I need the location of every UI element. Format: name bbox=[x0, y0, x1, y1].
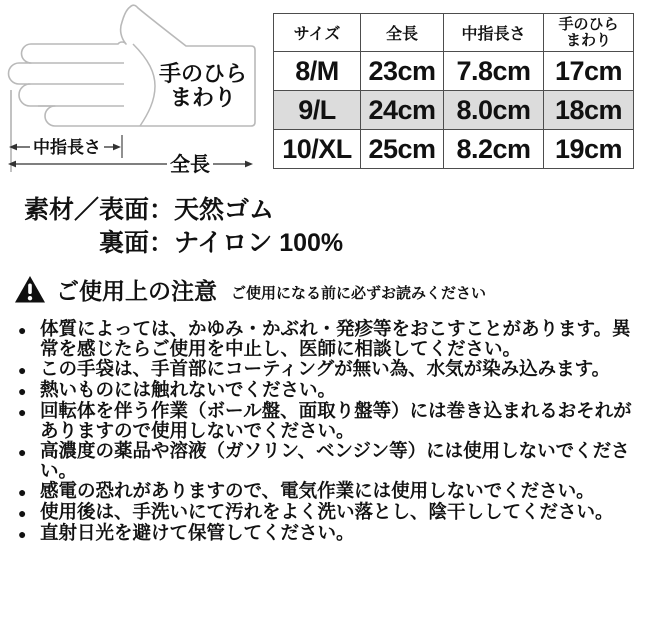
bullet-icon: ● bbox=[18, 505, 27, 521]
cell-size: 10/XL bbox=[274, 130, 361, 169]
bullet-icon: ● bbox=[18, 362, 27, 378]
warning-subtitle: ご使用になる前に必ずお読みください bbox=[231, 285, 487, 302]
warning-text: 熱いものには触れないでください。 bbox=[40, 379, 337, 400]
bullet-icon: ● bbox=[18, 484, 27, 500]
bullet-icon: ● bbox=[18, 444, 27, 460]
material-surface-line bbox=[24, 194, 343, 227]
warning-title: ご使用上の注意 bbox=[56, 277, 217, 304]
warning-text: 高濃度の薬品や溶液（ガソリン、ベンジン等）には使用しないでください。 bbox=[40, 440, 630, 481]
arrowhead-left-middle-finger bbox=[9, 144, 17, 151]
palm-around-label-line2: まわり bbox=[169, 85, 237, 110]
materials-section bbox=[24, 194, 343, 260]
warning-text: 直射日光を避けて保管してください。 bbox=[40, 522, 355, 543]
col-header-size: サイズ bbox=[274, 14, 361, 52]
palm-curve bbox=[133, 44, 155, 126]
warning-header bbox=[14, 273, 486, 305]
warning-text: 回転体を伴う作業（ボール盤、面取り盤等）には巻き込まれるおそれがありますので使用しないでください。 bbox=[40, 400, 632, 441]
warning-item bbox=[18, 481, 636, 502]
arrowhead-right-total-length bbox=[245, 161, 253, 168]
table-row-9l-highlighted bbox=[274, 91, 634, 130]
cell-size: 8/M bbox=[274, 52, 361, 91]
bullet-icon: ● bbox=[18, 383, 27, 399]
total-length-label: 全長 bbox=[170, 154, 210, 176]
col-header-total-length: 全長 bbox=[361, 14, 444, 52]
warning-item bbox=[18, 359, 636, 380]
palm-around-label: 手のひら bbox=[158, 61, 248, 86]
warning-text: 体質によっては、かゆみ・かぶれ・発疹等をおこすことがあります。異常を感じたらご使用を中止し、医師に相談してください。 bbox=[40, 318, 631, 359]
size-table bbox=[273, 13, 634, 169]
cell-middle-finger: 8.2cm bbox=[444, 130, 544, 169]
cell-total-length: 23cm bbox=[361, 52, 444, 91]
cell-palm-around: 17cm bbox=[544, 52, 634, 91]
finger-separator-lines bbox=[28, 63, 124, 106]
material-prefix: 素材／ bbox=[24, 196, 100, 224]
warning-item bbox=[18, 441, 636, 481]
warning-item bbox=[18, 502, 636, 523]
cell-middle-finger: 8.0cm bbox=[444, 91, 544, 130]
material-back: 裏面：ナイロン 100% bbox=[99, 229, 344, 257]
cell-size: 9/L bbox=[274, 91, 361, 130]
table-row-10xl bbox=[274, 130, 634, 169]
cell-palm-around: 19cm bbox=[544, 130, 634, 169]
col-header-palm-around: 手のひら まわり bbox=[544, 14, 634, 52]
col-header-middle-finger: 中指長さ bbox=[444, 14, 544, 52]
bullet-icon: ● bbox=[18, 404, 27, 420]
warning-text: この手袋は、手首部にコーティングが無い為、水気が染み込みます。 bbox=[40, 358, 611, 379]
cell-middle-finger: 7.8cm bbox=[444, 52, 544, 91]
material-back-line bbox=[24, 227, 343, 260]
material-surface: 表面：天然ゴム bbox=[99, 196, 275, 224]
arrowhead-right-middle-finger bbox=[113, 144, 121, 151]
warning-item bbox=[18, 401, 636, 441]
arrowhead-left-total-length bbox=[8, 161, 16, 168]
size-table-header-row bbox=[274, 14, 634, 52]
bullet-icon: ● bbox=[18, 322, 27, 338]
warning-text: 感電の恐れがありますので、電気作業には使用しないでください。 bbox=[40, 480, 595, 501]
warning-triangle-icon bbox=[14, 275, 46, 304]
middle-finger-length-label: 中指長さ bbox=[33, 138, 101, 157]
table-row-8m bbox=[274, 52, 634, 91]
glove-illustration bbox=[0, 0, 270, 185]
cell-total-length: 25cm bbox=[361, 130, 444, 169]
warning-item bbox=[18, 380, 636, 401]
warning-item bbox=[18, 523, 636, 544]
warning-text: 使用後は、手洗いにて汚れをよく洗い落とし、陰干ししてください。 bbox=[40, 501, 614, 522]
glove-measurement-diagram bbox=[0, 0, 270, 185]
cell-total-length: 24cm bbox=[361, 91, 444, 130]
cell-palm-around: 18cm bbox=[544, 91, 634, 130]
bullet-icon: ● bbox=[18, 526, 27, 542]
warning-item bbox=[18, 319, 636, 359]
warnings-list bbox=[18, 319, 636, 544]
